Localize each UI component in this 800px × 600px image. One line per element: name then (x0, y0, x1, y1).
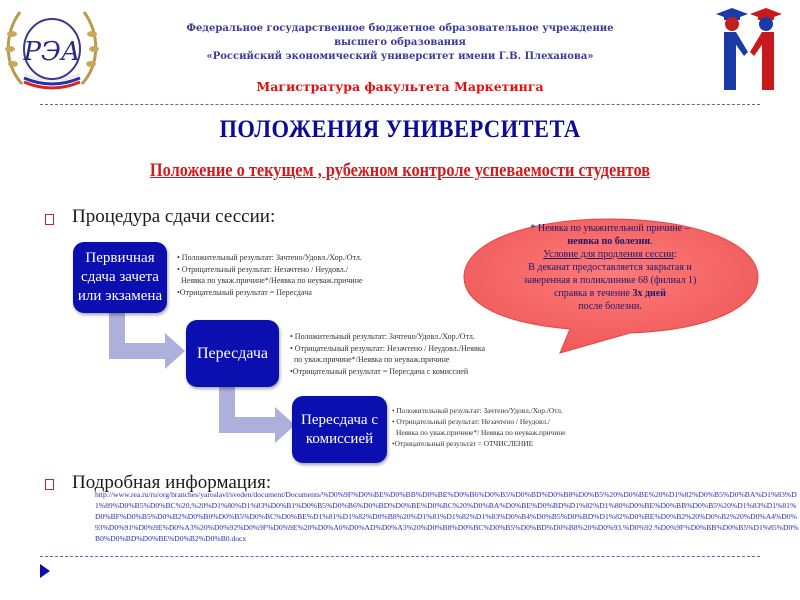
page-title: ПОЛОЖЕНИЯ УНИВЕРСИТЕТА (219, 116, 581, 143)
callout-punct: . (650, 236, 653, 247)
connector-arrow-2 (205, 387, 300, 457)
note-line: •Отрицательный результат = Пересдача с комиссией (290, 366, 469, 376)
callout-emphasis: неявка по болезни (567, 236, 651, 247)
callout-condition-heading: Условие для продления сессии (543, 249, 674, 260)
callout-punct: : (673, 249, 677, 260)
note-line: Неявка по уваж.причине*/Неявка по неуваж.причине (181, 276, 363, 285)
step-notes-retake (290, 331, 485, 377)
note-line: • Положительный результат: Зачтено/Удовл./Хор./Отл. (392, 406, 563, 415)
note-line: •Отрицательный результат = Пересдача (177, 287, 312, 297)
note-line: •Отрицательный результат = ОТЧИСЛЕНИЕ (392, 439, 534, 448)
info-label: Подробная информация: (72, 472, 272, 493)
step-notes-retake-commission (392, 405, 566, 449)
note-line: • Положительный результат: Зачтено/Удовл./Хор./Отл. (177, 253, 362, 262)
callout-line: после болезни. (578, 301, 642, 312)
procedure-label: Процедура сдачи сессии: (72, 206, 276, 227)
university-emblem-logo (2, 4, 102, 94)
bullet-icon (45, 479, 54, 490)
org-line-2: высшего образования (334, 37, 466, 48)
callout-line: заверенная в поликлинике 68 (филиал 1) (523, 275, 697, 286)
note-line: • Отрицательный результат: Незачтено / Неудовл./Неявка (290, 343, 486, 353)
note-line: Неявка по уваж.причине*/ Неявка по неуваж.причине (396, 428, 566, 437)
note-line: по уваж.причине*/Неявка по неуваж.причине (294, 355, 450, 364)
note-line: • Отрицательный результат: Незачтено / Неудовл./ (392, 417, 550, 426)
callout-deadline: 3х дней (632, 288, 667, 299)
organization-name (180, 22, 620, 64)
connector-arrow-1 (95, 313, 190, 383)
next-slide-arrow-icon[interactable] (40, 564, 50, 578)
faculty-name: Магистратура факультета Маркетинга (256, 79, 544, 94)
org-line-3: «Российский экономический университет имени Г.В. Плеханова» (206, 51, 594, 62)
step-box-retake: Пересдача (186, 320, 279, 387)
header-divider (40, 104, 760, 105)
callout-line: * Неявка по уважительной причине – (530, 223, 690, 234)
callout-line: справка в течение (553, 288, 633, 299)
step-notes-initial-exam (177, 252, 363, 298)
graduates-handshake-logo (698, 0, 798, 95)
step-box-retake-commission: Пересдача с комиссией (292, 396, 387, 463)
document-link[interactable]: http://www.rea.ru/ru/org/branches/yaroslavl/sveden/document/Documents/%D0%9F%D0%BE%D0%BB%D0%BE%D0%B6%D0%B5%D0%BD%D0%B8%D0%B5%20%D0%BE%20%D1%82%D0%B5%D0%BA%D1%83%D1%89%D0%B5%D0%BC%20,%20%D1%80%D1%83%D0%B1%D0%B5%D0%B6%D0%BD%D0%BE%D0%BC%20%D0%BA%D0%BE%D0%BD%D1%82%D1%80%D0%BE%D0%BB%D0%B5%20%D1%83%D1%81%D0%BF%D0%B5%D0%B2%D0%B0%D0%B5%D0%BC%D0%BE%D1%81%D1%82%D0%B8%20%D1%81%D1%82%D1%83%D0%B4%D0%B5%D0%BD%D1%82%D0%BE%D0%B2%20%D0%B2%20%D0%A4%D0%93%D0%91%D0%9E%D0%A3%20%D0%92%D0%9F%D0%9E%20%D0%A0%D0%AD%D0%A3%20%D0%B8%D0%BC%D0%B5%D0%BD%D0%B8%20%D0%93.%D0%92.%D0%9F%D0%BB%D0%B5%D1%85%D0%B0%D0%BD%D0%BE%D0%B2%D0%B0.docx (95, 490, 799, 543)
callout-text (490, 222, 730, 313)
footer-divider (40, 556, 760, 557)
callout-line: В деканат предоставляется закрытая и (528, 262, 692, 273)
bullet-icon (45, 214, 54, 225)
svg-text:РЭА: РЭА (23, 37, 81, 67)
note-line: • Отрицательный результат: Незачтено / Неудовл./ (177, 264, 348, 274)
step-box-initial-exam: Первичная сдача зачета или экзамена (73, 242, 167, 313)
regulation-title: Положение о текущем , рубежном контроле успеваемости студентов (149, 160, 651, 181)
org-line-1: Федеральное государственное бюджетное образовательное учреждение (186, 23, 614, 34)
note-line: • Положительный результат: Зачтено/Удовл./Хор./Отл. (290, 332, 475, 341)
